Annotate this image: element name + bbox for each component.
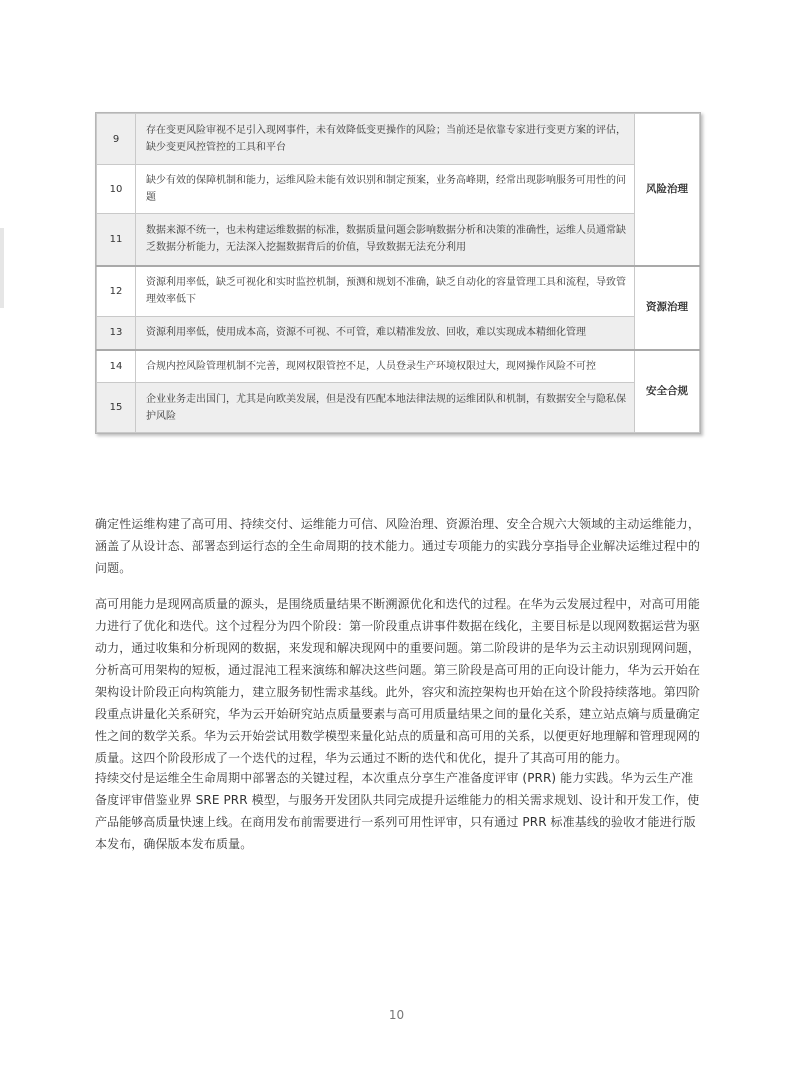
row-description: 存在变更风险审视不足引入现网事件，未有效降低变更操作的风险；当前还是依靠专家进行变更方案的评估，缺少变更风控管控的工具和平台 — [136, 114, 635, 165]
row-description: 企业业务走出国门，尤其是向欧美发展，但是没有匹配本地法律法规的运维团队和机制，有数据安全与隐私保护风险 — [136, 383, 635, 433]
row-number: 15 — [97, 383, 136, 433]
row-number: 13 — [97, 317, 136, 350]
row-number: 9 — [97, 114, 136, 165]
category-resource-governance: 资源治理 — [635, 266, 700, 350]
row-description: 资源利用率低，缺乏可视化和实时监控机制，预测和规划不准确，缺乏自动化的容量管理工具和流程，导致管理效率低下 — [136, 266, 635, 317]
row-description: 缺少有效的保障机制和能力，运维风险未能有效识别和制定预案，业务高峰期，经常出现影响服务可用性的问题 — [136, 165, 635, 214]
table-row — [97, 214, 700, 266]
problem-table — [95, 112, 701, 434]
table-row — [97, 266, 700, 317]
row-number: 11 — [97, 214, 136, 266]
row-number: 10 — [97, 165, 136, 214]
row-number: 14 — [97, 350, 136, 383]
table-row — [97, 114, 700, 165]
page-edge-mark — [0, 228, 4, 308]
row-description: 资源利用率低，使用成本高，资源不可视、不可管，难以精准发放、回收，难以实现成本精细化管理 — [136, 317, 635, 350]
row-description: 数据来源不统一，也未构建运维数据的标准，数据质量问题会影响数据分析和决策的准确性，运维人员通常缺乏数据分析能力，无法深入挖掘数据背后的价值，导致数据无法充分利用 — [136, 214, 635, 266]
table-row — [97, 383, 700, 433]
table-row — [97, 317, 700, 350]
category-security-compliance: 安全合规 — [635, 350, 700, 433]
row-description: 合规内控风险管理机制不完善，现网权限管控不足，人员登录生产环境权限过大，现网操作风险不可控 — [136, 350, 635, 383]
table-row — [97, 350, 700, 383]
table-row — [97, 165, 700, 214]
paragraph-overview: 确定性运维构建了高可用、持续交付、运维能力可信、风险治理、资源治理、安全合规六大领域的主动运维能力，涵盖了从设计态、部署态到运行态的全生命周期的技术能力。通过专项能力的实践分享指导企业解决运维过程中的问题。 — [95, 517, 701, 575]
paragraph-high-availability: 高可用能力是现网高质量的源头，是围绕质量结果不断溯源优化和迭代的过程。在华为云发展过程中，对高可用能力进行了优化和迭代。这个过程分为四个阶段：第一阶段重点讲事件数据在线化，主要目标是以现网数据运营为驱动力，通过收集和分析现网的数据，来发现和解决现网中的重要问题。第二阶段讲的是华为云主动识别现网问题，分析高可用架构的短板，通过混沌工程来演练和解决这些问题。第三阶段是高可用的正向设计能力，华为云开始在架构设计阶段正向构筑能力，建立服务韧性需求基线。此外，容灾和流控架构也开始在这个阶段持续落地。第四阶段重点讲量化关系研究，华为云开始研究站点质量要素与高可用质量结果之间的量化关系，建立站点熵与质量确定性之间的数学关系。华为云开始尝试用数学模型来量化站点的质量和高可用的关系，以便更好地理解和管理现网的质量。这四个阶段形成了一个迭代的过程，华为云通过不断的迭代和优化，提升了其高可用的能力。 — [95, 597, 701, 765]
page-number: 10 — [388, 1008, 405, 1022]
category-risk-governance: 风险治理 — [635, 114, 700, 266]
row-number: 12 — [97, 266, 136, 317]
paragraph-continuous-delivery: 持续交付是运维全生命周期中部署态的关键过程，本次重点分享生产准备度评审 (PRR) 能力实践。华为云生产准备度评审借鉴业界 SRE PRR 模型，与服务开发团队共同完成提升运维能力的相关需求规划、设计和开发工作，使产品能够高质量快速上线。在商用发布前需要进行一系列可用性评审，只有通过 PRR 标准基线的验收才能进行版本发布，确保版本发布质量。 — [95, 771, 700, 851]
